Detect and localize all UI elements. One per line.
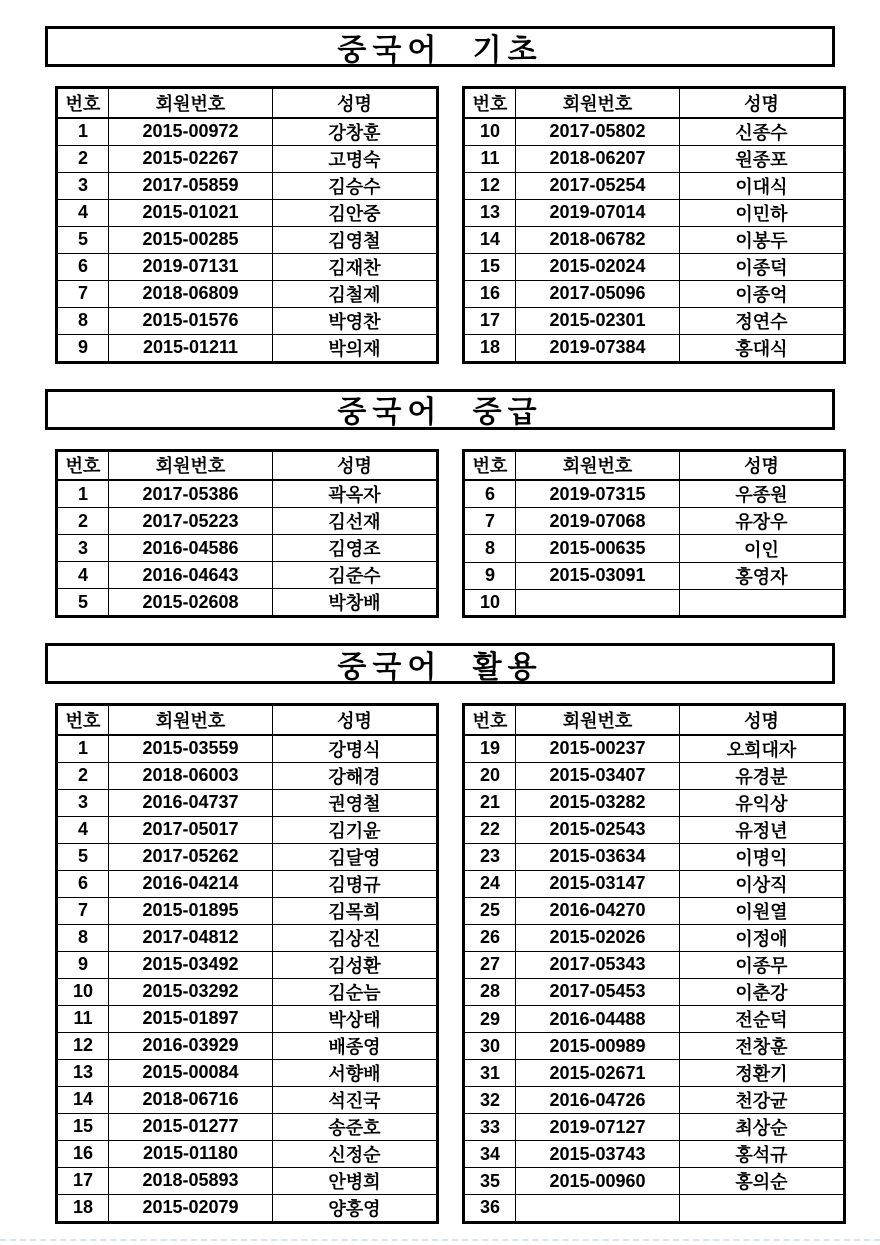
cell-number: 24 [464, 870, 516, 897]
cell-name: 서향배 [273, 1059, 438, 1086]
cell-name: 김목희 [273, 897, 438, 924]
cell-member-id: 2018-06003 [109, 762, 273, 789]
table-row [464, 307, 845, 334]
cell-member-id: 2017-05453 [516, 978, 680, 1005]
table-row [57, 480, 438, 508]
table-row [57, 226, 438, 253]
cell-number: 35 [464, 1168, 516, 1195]
table-row [464, 1087, 845, 1114]
cell-name: 김재찬 [273, 253, 438, 280]
cell-name: 김선재 [273, 508, 438, 535]
table-row [57, 1194, 438, 1222]
table-row [57, 1059, 438, 1086]
roster-table-left [55, 86, 439, 364]
cell-number: 21 [464, 789, 516, 816]
cell-name: 이대식 [680, 172, 845, 199]
table-row [57, 280, 438, 307]
cell-number: 18 [57, 1194, 109, 1222]
cell-member-id: 2015-03492 [109, 951, 273, 978]
table-row [57, 199, 438, 226]
table-row [464, 924, 845, 951]
column-header: 번호 [464, 450, 516, 480]
table-row [464, 562, 845, 589]
cell-member-id: 2019-07127 [516, 1114, 680, 1141]
cell-name: 천강균 [680, 1087, 845, 1114]
cell-name: 유정년 [680, 816, 845, 843]
cell-name: 이종억 [680, 280, 845, 307]
cell-name: 김달영 [273, 843, 438, 870]
cell-member-id: 2015-02026 [516, 924, 680, 951]
table-row [57, 1140, 438, 1167]
table-row [464, 978, 845, 1005]
cell-number: 15 [57, 1113, 109, 1140]
table-row [57, 562, 438, 589]
cell-number: 4 [57, 816, 109, 843]
header-row [464, 705, 845, 735]
cell-number: 7 [57, 897, 109, 924]
cell-number: 8 [464, 535, 516, 562]
column-header: 회원번호 [109, 450, 273, 480]
section-1 [0, 389, 880, 619]
cell-member-id: 2016-04643 [109, 562, 273, 589]
table-row [464, 480, 845, 508]
table-row [57, 145, 438, 172]
cell-member-id: 2016-04488 [516, 1006, 680, 1033]
cell-name: 이명익 [680, 843, 845, 870]
cell-number: 7 [57, 280, 109, 307]
sections [0, 26, 880, 1224]
tables-row [55, 86, 840, 364]
section-title: 중국어 중급 [45, 389, 835, 430]
cell-number: 16 [57, 1140, 109, 1167]
cell-name: 이정애 [680, 924, 845, 951]
cell-name: 박상태 [273, 1005, 438, 1032]
cell-name: 고명숙 [273, 145, 438, 172]
cell-name: 강명식 [273, 735, 438, 763]
cell-number: 33 [464, 1114, 516, 1141]
cell-number: 25 [464, 897, 516, 924]
table-row [464, 118, 845, 146]
table-row [464, 589, 845, 616]
cell-member-id: 2015-00972 [109, 118, 273, 146]
cell-member-id: 2015-01277 [109, 1113, 273, 1140]
cell-name: 이춘강 [680, 978, 845, 1005]
cell-number: 31 [464, 1060, 516, 1087]
table-row [57, 589, 438, 617]
column-header: 회원번호 [109, 705, 273, 735]
cell-member-id: 2015-00285 [109, 226, 273, 253]
cell-number: 16 [464, 280, 516, 307]
cell-member-id: 2017-05254 [516, 172, 680, 199]
cell-number: 28 [464, 978, 516, 1005]
section-2 [0, 643, 880, 1224]
cell-name: 김준수 [273, 562, 438, 589]
roster-table-left [55, 703, 439, 1224]
cell-number: 11 [57, 1005, 109, 1032]
cell-member-id: 2018-06716 [109, 1086, 273, 1113]
cell-number: 4 [57, 562, 109, 589]
table-row [464, 199, 845, 226]
column-header: 성명 [273, 450, 438, 480]
cell-number: 12 [464, 172, 516, 199]
cell-number: 17 [464, 307, 516, 334]
section-title: 중국어 기초 [45, 26, 835, 67]
cell-number: 9 [57, 334, 109, 362]
table-row [57, 924, 438, 951]
cell-name: 송준호 [273, 1113, 438, 1140]
table-row [57, 1086, 438, 1113]
table-row [57, 334, 438, 362]
table-row [57, 1005, 438, 1032]
table-row [464, 1168, 845, 1195]
cell-member-id: 2019-07068 [516, 508, 680, 535]
cell-number: 10 [57, 978, 109, 1005]
cell-number: 36 [464, 1195, 516, 1222]
header-row [464, 450, 845, 480]
cell-number: 13 [464, 199, 516, 226]
cell-number: 1 [57, 118, 109, 146]
cell-member-id: 2015-00960 [516, 1168, 680, 1195]
cell-number: 32 [464, 1087, 516, 1114]
cell-number: 13 [57, 1059, 109, 1086]
cell-member-id: 2017-05262 [109, 843, 273, 870]
cell-number: 10 [464, 589, 516, 616]
cell-member-id: 2015-02024 [516, 253, 680, 280]
table-row [57, 118, 438, 146]
cell-member-id: 2015-03407 [516, 762, 680, 789]
cell-member-id: 2019-07315 [516, 480, 680, 508]
cell-member-id: 2015-01895 [109, 897, 273, 924]
table-row [464, 535, 845, 562]
cell-member-id: 2016-04586 [109, 535, 273, 562]
column-header: 성명 [680, 705, 845, 735]
cell-name: 유장우 [680, 508, 845, 535]
cell-number: 9 [57, 951, 109, 978]
cell-name: 신정순 [273, 1140, 438, 1167]
table-row [464, 789, 845, 816]
cell-number: 6 [57, 253, 109, 280]
cell-number: 1 [57, 735, 109, 763]
table-row [464, 1114, 845, 1141]
column-header: 번호 [464, 705, 516, 735]
cell-member-id: 2016-04726 [516, 1087, 680, 1114]
column-header: 번호 [57, 450, 109, 480]
cell-name: 원종포 [680, 145, 845, 172]
cell-name: 양홍영 [273, 1194, 438, 1222]
column-header: 번호 [464, 88, 516, 118]
cell-member-id: 2015-02608 [109, 589, 273, 617]
table-row [464, 1195, 845, 1222]
cell-name: 정연수 [680, 307, 845, 334]
cell-name: 강해경 [273, 762, 438, 789]
header-row [57, 88, 438, 118]
cell-number: 30 [464, 1033, 516, 1060]
cell-number: 3 [57, 535, 109, 562]
cell-member-id: 2015-03292 [109, 978, 273, 1005]
cell-number: 20 [464, 762, 516, 789]
cell-number: 7 [464, 508, 516, 535]
table-row [464, 1141, 845, 1168]
column-header: 성명 [680, 450, 845, 480]
cell-name: 권영철 [273, 789, 438, 816]
table-row [464, 145, 845, 172]
table-row [464, 280, 845, 307]
cell-name: 유경분 [680, 762, 845, 789]
cell-number: 3 [57, 172, 109, 199]
table-row [57, 870, 438, 897]
cell-member-id: 2018-05893 [109, 1167, 273, 1194]
cell-name: 박의재 [273, 334, 438, 362]
table-row [464, 508, 845, 535]
cell-name: 김기윤 [273, 816, 438, 843]
cell-number: 5 [57, 226, 109, 253]
table-row [464, 1060, 845, 1087]
cell-number: 11 [464, 145, 516, 172]
cell-member-id: 2017-05386 [109, 480, 273, 508]
table-row [57, 307, 438, 334]
cell-member-id: 2018-06207 [516, 145, 680, 172]
cell-name: 김안중 [273, 199, 438, 226]
cell-name: 홍영자 [680, 562, 845, 589]
cell-name: 오희대자 [680, 735, 845, 763]
cell-member-id: 2017-05859 [109, 172, 273, 199]
cell-number: 10 [464, 118, 516, 146]
cell-name: 박창배 [273, 589, 438, 617]
cell-member-id: 2015-00237 [516, 735, 680, 763]
cell-member-id: 2017-05223 [109, 508, 273, 535]
cell-number: 19 [464, 735, 516, 763]
cell-name: 이상직 [680, 870, 845, 897]
cell-name: 김승수 [273, 172, 438, 199]
cell-member-id: 2017-05096 [516, 280, 680, 307]
table-row [57, 1032, 438, 1059]
cell-name: 정환기 [680, 1060, 845, 1087]
table-row [57, 951, 438, 978]
column-header: 번호 [57, 88, 109, 118]
table-row [464, 253, 845, 280]
cell-number: 27 [464, 951, 516, 978]
cell-member-id: 2018-06782 [516, 226, 680, 253]
page-bottom-divider [0, 1239, 880, 1241]
cell-number: 5 [57, 589, 109, 617]
table-row [57, 172, 438, 199]
cell-number: 4 [57, 199, 109, 226]
tables-row [55, 449, 840, 619]
table-row [464, 762, 845, 789]
cell-member-id: 2015-03147 [516, 870, 680, 897]
table-row [464, 172, 845, 199]
cell-member-id: 2015-02267 [109, 145, 273, 172]
cell-number: 9 [464, 562, 516, 589]
table-row [57, 253, 438, 280]
tables-row [55, 703, 840, 1224]
table-row [464, 334, 845, 362]
table-row [464, 1033, 845, 1060]
cell-name: 김철제 [273, 280, 438, 307]
column-header: 회원번호 [516, 705, 680, 735]
table-row [57, 508, 438, 535]
table-row [464, 951, 845, 978]
cell-member-id: 2015-01211 [109, 334, 273, 362]
cell-number: 3 [57, 789, 109, 816]
cell-name: 이민하 [680, 199, 845, 226]
cell-name: 홍의순 [680, 1168, 845, 1195]
cell-member-id: 2016-04214 [109, 870, 273, 897]
cell-number: 15 [464, 253, 516, 280]
roster-table-right [462, 449, 846, 619]
table-row [57, 843, 438, 870]
section-0 [0, 26, 880, 364]
cell-member-id: 2015-01180 [109, 1140, 273, 1167]
cell-name: 홍대식 [680, 334, 845, 362]
table-row [464, 226, 845, 253]
cell-member-id: 2019-07384 [516, 334, 680, 362]
cell-number: 18 [464, 334, 516, 362]
cell-member-id: 2015-02301 [516, 307, 680, 334]
cell-member-id: 2015-03282 [516, 789, 680, 816]
cell-name: 김순늠 [273, 978, 438, 1005]
header-row [57, 450, 438, 480]
cell-member-id [516, 589, 680, 616]
table-row [57, 816, 438, 843]
table-row [464, 735, 845, 763]
cell-name: 김명규 [273, 870, 438, 897]
cell-member-id: 2016-04737 [109, 789, 273, 816]
cell-number: 23 [464, 843, 516, 870]
cell-member-id: 2016-03929 [109, 1032, 273, 1059]
cell-member-id: 2016-04270 [516, 897, 680, 924]
table-row [57, 897, 438, 924]
table-row [57, 1113, 438, 1140]
cell-member-id: 2019-07014 [516, 199, 680, 226]
cell-member-id: 2019-07131 [109, 253, 273, 280]
cell-member-id: 2015-01576 [109, 307, 273, 334]
cell-name: 김상진 [273, 924, 438, 951]
cell-member-id: 2017-05802 [516, 118, 680, 146]
cell-name: 곽옥자 [273, 480, 438, 508]
cell-number: 34 [464, 1141, 516, 1168]
table-row [57, 762, 438, 789]
cell-member-id: 2018-06809 [109, 280, 273, 307]
cell-member-id: 2017-05017 [109, 816, 273, 843]
cell-member-id: 2015-03634 [516, 843, 680, 870]
table-row [57, 1167, 438, 1194]
cell-number: 2 [57, 508, 109, 535]
table-row [464, 897, 845, 924]
cell-number: 17 [57, 1167, 109, 1194]
roster-table-right [462, 86, 846, 364]
cell-name: 전순덕 [680, 1006, 845, 1033]
cell-member-id: 2015-02079 [109, 1194, 273, 1222]
roster-table-left [55, 449, 439, 619]
cell-number: 14 [57, 1086, 109, 1113]
table-row [464, 843, 845, 870]
cell-name: 이인 [680, 535, 845, 562]
cell-number: 8 [57, 307, 109, 334]
cell-name: 배종영 [273, 1032, 438, 1059]
cell-name: 박영찬 [273, 307, 438, 334]
cell-name: 안병희 [273, 1167, 438, 1194]
cell-name: 김성환 [273, 951, 438, 978]
table-row [57, 789, 438, 816]
cell-number: 5 [57, 843, 109, 870]
table-row [464, 870, 845, 897]
cell-member-id: 2017-05343 [516, 951, 680, 978]
column-header: 회원번호 [516, 450, 680, 480]
cell-name: 이원열 [680, 897, 845, 924]
table-row [57, 535, 438, 562]
column-header: 성명 [273, 88, 438, 118]
column-header: 회원번호 [109, 88, 273, 118]
cell-member-id: 2015-00989 [516, 1033, 680, 1060]
cell-name: 전창훈 [680, 1033, 845, 1060]
cell-member-id: 2015-01897 [109, 1005, 273, 1032]
cell-name: 신종수 [680, 118, 845, 146]
cell-number: 6 [57, 870, 109, 897]
table-row [464, 816, 845, 843]
header-row [464, 88, 845, 118]
cell-member-id: 2017-04812 [109, 924, 273, 951]
cell-member-id: 2015-03559 [109, 735, 273, 763]
column-header: 성명 [680, 88, 845, 118]
cell-name: 유익상 [680, 789, 845, 816]
section-title: 중국어 활용 [45, 643, 835, 684]
cell-number: 6 [464, 480, 516, 508]
table-row [464, 1006, 845, 1033]
cell-number: 12 [57, 1032, 109, 1059]
cell-name: 석진국 [273, 1086, 438, 1113]
column-header: 회원번호 [516, 88, 680, 118]
cell-number: 2 [57, 762, 109, 789]
cell-name: 이종덕 [680, 253, 845, 280]
cell-name [680, 589, 845, 616]
cell-member-id: 2015-02671 [516, 1060, 680, 1087]
cell-number: 22 [464, 816, 516, 843]
cell-member-id: 2015-03743 [516, 1141, 680, 1168]
cell-member-id: 2015-01021 [109, 199, 273, 226]
column-header: 성명 [273, 705, 438, 735]
cell-member-id: 2015-03091 [516, 562, 680, 589]
cell-number: 1 [57, 480, 109, 508]
cell-number: 14 [464, 226, 516, 253]
header-row [57, 705, 438, 735]
cell-name: 김영철 [273, 226, 438, 253]
roster-table-right [462, 703, 846, 1224]
table-row [57, 978, 438, 1005]
cell-name: 강창훈 [273, 118, 438, 146]
cell-number: 26 [464, 924, 516, 951]
cell-member-id: 2015-02543 [516, 816, 680, 843]
cell-number: 2 [57, 145, 109, 172]
cell-name: 김영조 [273, 535, 438, 562]
cell-name: 이봉두 [680, 226, 845, 253]
cell-name: 홍석규 [680, 1141, 845, 1168]
cell-name: 최상순 [680, 1114, 845, 1141]
cell-member-id [516, 1195, 680, 1222]
cell-name [680, 1195, 845, 1222]
cell-number: 29 [464, 1006, 516, 1033]
column-header: 번호 [57, 705, 109, 735]
cell-number: 8 [57, 924, 109, 951]
cell-member-id: 2015-00084 [109, 1059, 273, 1086]
cell-name: 이종무 [680, 951, 845, 978]
cell-member-id: 2015-00635 [516, 535, 680, 562]
cell-name: 우종원 [680, 480, 845, 508]
table-row [57, 735, 438, 763]
